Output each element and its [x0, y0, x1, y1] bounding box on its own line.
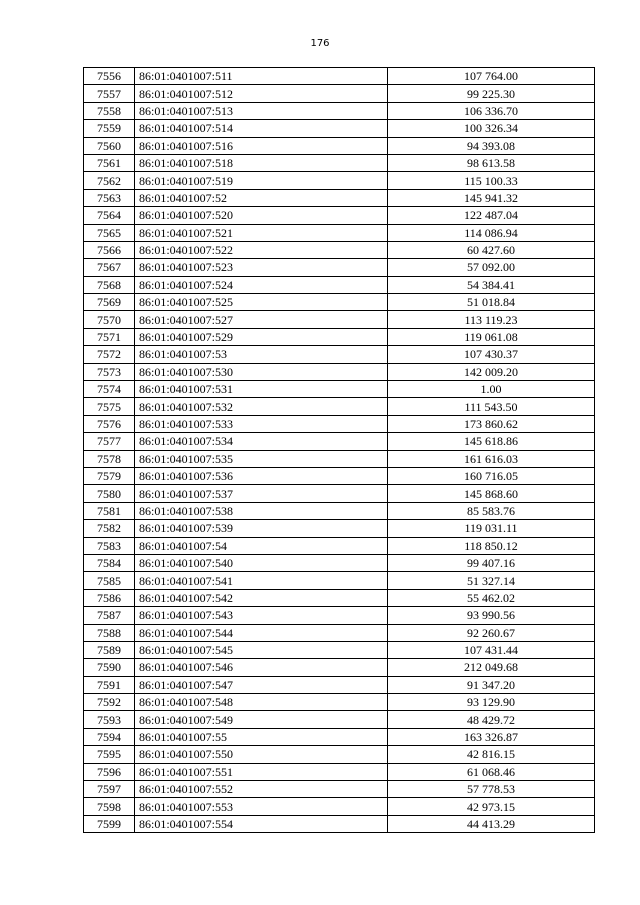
cadastral-number-cell: 86:01:0401007:537 — [135, 485, 388, 502]
row-number-cell: 7596 — [84, 763, 135, 780]
cadastral-number-cell: 86:01:0401007:554 — [135, 815, 388, 832]
table-row — [84, 815, 595, 832]
cadastral-number-cell: 86:01:0401007:548 — [135, 694, 388, 711]
cadastral-number-cell: 86:01:0401007:535 — [135, 450, 388, 467]
row-number-cell: 7581 — [84, 502, 135, 519]
cadastral-value-cell: 48 429.72 — [388, 711, 595, 728]
cadastral-value-cell: 93 129.90 — [388, 694, 595, 711]
row-number-cell: 7593 — [84, 711, 135, 728]
row-number-cell: 7566 — [84, 241, 135, 258]
cadastral-value-cell: 114 086.94 — [388, 224, 595, 241]
cadastral-number-cell: 86:01:0401007:533 — [135, 415, 388, 432]
table-row — [84, 68, 595, 85]
cadastral-value-cell: 51 327.14 — [388, 572, 595, 589]
cadastral-number-cell: 86:01:0401007:513 — [135, 102, 388, 119]
cadastral-number-cell: 86:01:0401007:514 — [135, 120, 388, 137]
table-row — [84, 798, 595, 815]
table-row — [84, 624, 595, 641]
row-number-cell: 7599 — [84, 815, 135, 832]
row-number-cell: 7586 — [84, 589, 135, 606]
cadastral-value-cell: 1.00 — [388, 381, 595, 398]
cadastral-number-cell: 86:01:0401007:53 — [135, 346, 388, 363]
cadastral-value-cell: 54 384.41 — [388, 276, 595, 293]
cadastral-number-cell: 86:01:0401007:511 — [135, 68, 388, 85]
cadastral-number-cell: 86:01:0401007:541 — [135, 572, 388, 589]
cadastral-value-cell: 160 716.05 — [388, 467, 595, 484]
table-row — [84, 433, 595, 450]
table-row — [84, 763, 595, 780]
row-number-cell: 7578 — [84, 450, 135, 467]
table-row — [84, 154, 595, 171]
cadastral-value-cell: 119 061.08 — [388, 328, 595, 345]
cadastral-value-cell: 61 068.46 — [388, 763, 595, 780]
cadastral-number-cell: 86:01:0401007:547 — [135, 676, 388, 693]
row-number-cell: 7557 — [84, 85, 135, 102]
cadastral-number-cell: 86:01:0401007:525 — [135, 294, 388, 311]
cadastral-value-cell: 57 092.00 — [388, 259, 595, 276]
table-body — [84, 68, 595, 833]
row-number-cell: 7584 — [84, 554, 135, 571]
row-number-cell: 7570 — [84, 311, 135, 328]
row-number-cell: 7583 — [84, 537, 135, 554]
row-number-cell: 7559 — [84, 120, 135, 137]
table-row — [84, 398, 595, 415]
row-number-cell: 7560 — [84, 137, 135, 154]
table-row — [84, 781, 595, 798]
cadastral-value-cell: 173 860.62 — [388, 415, 595, 432]
row-number-cell: 7564 — [84, 207, 135, 224]
table-row — [84, 294, 595, 311]
row-number-cell: 7592 — [84, 694, 135, 711]
table-row — [84, 746, 595, 763]
cadastral-number-cell: 86:01:0401007:529 — [135, 328, 388, 345]
table-row — [84, 102, 595, 119]
cadastral-value-cell: 60 427.60 — [388, 241, 595, 258]
cadastral-value-cell: 163 326.87 — [388, 728, 595, 745]
table-row — [84, 572, 595, 589]
row-number-cell: 7594 — [84, 728, 135, 745]
table-row — [84, 554, 595, 571]
cadastral-number-cell: 86:01:0401007:518 — [135, 154, 388, 171]
cadastral-value-cell: 42 816.15 — [388, 746, 595, 763]
row-number-cell: 7573 — [84, 363, 135, 380]
table-row — [84, 224, 595, 241]
cadastral-number-cell: 86:01:0401007:550 — [135, 746, 388, 763]
row-number-cell: 7580 — [84, 485, 135, 502]
cadastral-number-cell: 86:01:0401007:519 — [135, 172, 388, 189]
table-row — [84, 728, 595, 745]
cadastral-number-cell: 86:01:0401007:521 — [135, 224, 388, 241]
row-number-cell: 7569 — [84, 294, 135, 311]
cadastral-value-cell: 42 973.15 — [388, 798, 595, 815]
cadastral-value-cell: 107 430.37 — [388, 346, 595, 363]
cadastral-number-cell: 86:01:0401007:552 — [135, 781, 388, 798]
table-row — [84, 415, 595, 432]
cadastral-number-cell: 86:01:0401007:530 — [135, 363, 388, 380]
row-number-cell: 7571 — [84, 328, 135, 345]
row-number-cell: 7572 — [84, 346, 135, 363]
table-row — [84, 676, 595, 693]
table-row — [84, 137, 595, 154]
cadastral-value-cell: 212 049.68 — [388, 659, 595, 676]
cadastral-value-cell: 145 868.60 — [388, 485, 595, 502]
table-row — [84, 641, 595, 658]
cadastral-number-cell: 86:01:0401007:531 — [135, 381, 388, 398]
table-row — [84, 241, 595, 258]
row-number-cell: 7561 — [84, 154, 135, 171]
cadastral-value-cell: 92 260.67 — [388, 624, 595, 641]
table-row — [84, 381, 595, 398]
row-number-cell: 7590 — [84, 659, 135, 676]
row-number-cell: 7562 — [84, 172, 135, 189]
cadastral-number-cell: 86:01:0401007:516 — [135, 137, 388, 154]
table-row — [84, 85, 595, 102]
cadastral-value-cell: 44 413.29 — [388, 815, 595, 832]
cadastral-number-cell: 86:01:0401007:512 — [135, 85, 388, 102]
table-row — [84, 711, 595, 728]
cadastral-number-cell: 86:01:0401007:544 — [135, 624, 388, 641]
row-number-cell: 7588 — [84, 624, 135, 641]
cadastral-value-cell: 85 583.76 — [388, 502, 595, 519]
row-number-cell: 7585 — [84, 572, 135, 589]
cadastral-value-cell: 119 031.11 — [388, 520, 595, 537]
cadastral-number-cell: 86:01:0401007:522 — [135, 241, 388, 258]
cadastral-value-cell: 91 347.20 — [388, 676, 595, 693]
row-number-cell: 7556 — [84, 68, 135, 85]
cadastral-number-cell: 86:01:0401007:54 — [135, 537, 388, 554]
cadastral-number-cell: 86:01:0401007:524 — [135, 276, 388, 293]
cadastral-value-cell: 107 764.00 — [388, 68, 595, 85]
table-row — [84, 363, 595, 380]
row-number-cell: 7579 — [84, 467, 135, 484]
cadastral-number-cell: 86:01:0401007:545 — [135, 641, 388, 658]
table-row — [84, 450, 595, 467]
cadastral-value-cell: 111 543.50 — [388, 398, 595, 415]
table-row — [84, 311, 595, 328]
table-row — [84, 189, 595, 206]
cadastral-value-cell: 51 018.84 — [388, 294, 595, 311]
table-row — [84, 207, 595, 224]
cadastral-value-cell: 142 009.20 — [388, 363, 595, 380]
cadastral-value-cell: 57 778.53 — [388, 781, 595, 798]
cadastral-number-cell: 86:01:0401007:542 — [135, 589, 388, 606]
row-number-cell: 7558 — [84, 102, 135, 119]
cadastral-value-cell: 107 431.44 — [388, 641, 595, 658]
cadastral-number-cell: 86:01:0401007:549 — [135, 711, 388, 728]
row-number-cell: 7575 — [84, 398, 135, 415]
table-row — [84, 120, 595, 137]
cadastral-number-cell: 86:01:0401007:520 — [135, 207, 388, 224]
row-number-cell: 7597 — [84, 781, 135, 798]
row-number-cell: 7582 — [84, 520, 135, 537]
row-number-cell: 7577 — [84, 433, 135, 450]
cadastral-value-cell: 99 407.16 — [388, 554, 595, 571]
row-number-cell: 7568 — [84, 276, 135, 293]
table-row — [84, 659, 595, 676]
table-row — [84, 328, 595, 345]
cadastral-number-cell: 86:01:0401007:543 — [135, 607, 388, 624]
row-number-cell: 7576 — [84, 415, 135, 432]
table-row — [84, 520, 595, 537]
row-number-cell: 7563 — [84, 189, 135, 206]
cadastral-number-cell: 86:01:0401007:523 — [135, 259, 388, 276]
cadastral-value-cell: 115 100.33 — [388, 172, 595, 189]
cadastral-value-cell: 118 850.12 — [388, 537, 595, 554]
table-row — [84, 502, 595, 519]
row-number-cell: 7587 — [84, 607, 135, 624]
cadastral-value-cell: 94 393.08 — [388, 137, 595, 154]
table-row — [84, 259, 595, 276]
cadastral-number-cell: 86:01:0401007:539 — [135, 520, 388, 537]
cadastral-number-cell: 86:01:0401007:540 — [135, 554, 388, 571]
cadastral-value-cell: 100 326.34 — [388, 120, 595, 137]
cadastral-value-cell: 161 616.03 — [388, 450, 595, 467]
cadastral-number-cell: 86:01:0401007:534 — [135, 433, 388, 450]
table-row — [84, 172, 595, 189]
cadastral-value-cell: 122 487.04 — [388, 207, 595, 224]
row-number-cell: 7595 — [84, 746, 135, 763]
table-row — [84, 694, 595, 711]
cadastral-value-cell: 106 336.70 — [388, 102, 595, 119]
table-row — [84, 276, 595, 293]
table-row — [84, 346, 595, 363]
cadastral-number-cell: 86:01:0401007:55 — [135, 728, 388, 745]
row-number-cell: 7589 — [84, 641, 135, 658]
cadastral-number-cell: 86:01:0401007:546 — [135, 659, 388, 676]
cadastral-value-cell: 113 119.23 — [388, 311, 595, 328]
cadastral-value-table — [83, 67, 595, 833]
cadastral-value-cell: 93 990.56 — [388, 607, 595, 624]
row-number-cell: 7565 — [84, 224, 135, 241]
row-number-cell: 7591 — [84, 676, 135, 693]
cadastral-number-cell: 86:01:0401007:52 — [135, 189, 388, 206]
cadastral-value-cell: 55 462.02 — [388, 589, 595, 606]
cadastral-number-cell: 86:01:0401007:536 — [135, 467, 388, 484]
row-number-cell: 7567 — [84, 259, 135, 276]
cadastral-number-cell: 86:01:0401007:527 — [135, 311, 388, 328]
table-row — [84, 485, 595, 502]
cadastral-number-cell: 86:01:0401007:532 — [135, 398, 388, 415]
table-row — [84, 537, 595, 554]
row-number-cell: 7574 — [84, 381, 135, 398]
page-number: 176 — [310, 38, 330, 49]
table-row — [84, 607, 595, 624]
cadastral-value-cell: 99 225.30 — [388, 85, 595, 102]
row-number-cell: 7598 — [84, 798, 135, 815]
cadastral-number-cell: 86:01:0401007:551 — [135, 763, 388, 780]
cadastral-number-cell: 86:01:0401007:553 — [135, 798, 388, 815]
cadastral-number-cell: 86:01:0401007:538 — [135, 502, 388, 519]
cadastral-value-cell: 145 941.32 — [388, 189, 595, 206]
table-row — [84, 467, 595, 484]
table-row — [84, 589, 595, 606]
cadastral-value-cell: 98 613.58 — [388, 154, 595, 171]
cadastral-value-cell: 145 618.86 — [388, 433, 595, 450]
